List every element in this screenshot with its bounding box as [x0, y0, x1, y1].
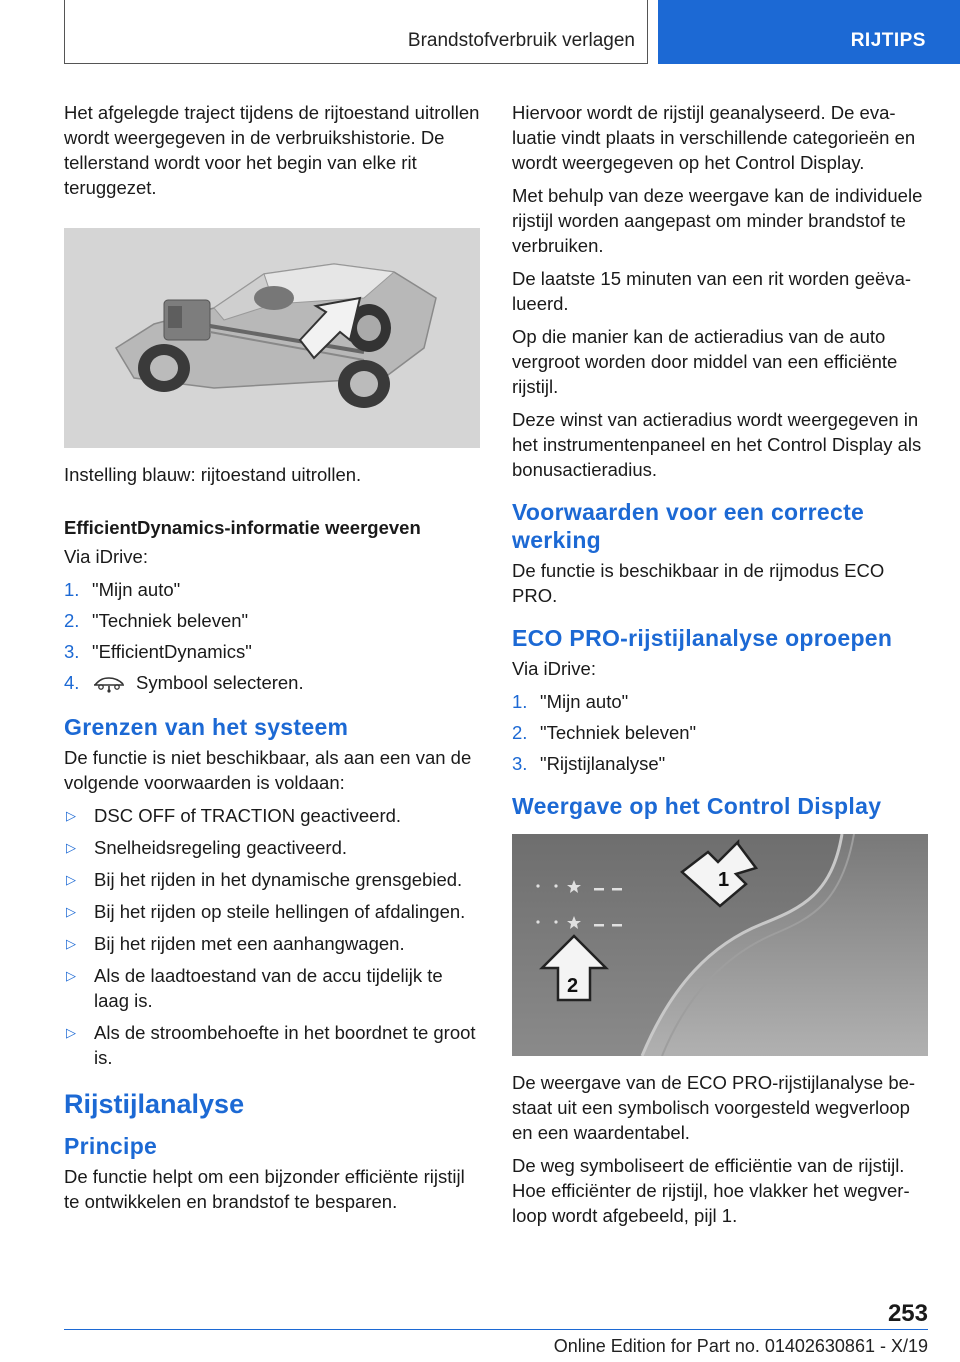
- limits-heading: Grenzen van het systeem: [64, 714, 349, 740]
- header-section-tab[interactable]: [658, 0, 960, 64]
- analysis-heading: Rijstijlanalyse: [64, 1089, 245, 1119]
- list-item: ▷ Bij het rijden met een aanhangwagen.: [66, 933, 405, 954]
- via-idrive-label: Via iDrive:: [64, 546, 148, 567]
- list-item: ▷ Bij het rijden in het dynamische grensgebied.: [66, 869, 463, 890]
- eco-car-symbol-icon: [92, 674, 126, 699]
- triangle-bullet-icon: ▷: [66, 968, 76, 983]
- effdyn-heading: EfficientDynamics-informatie weergeven: [64, 517, 421, 538]
- conditions-heading: Voorwaarden voor een correcte werking: [512, 499, 865, 553]
- triangle-bullet-icon: ▷: [66, 936, 76, 951]
- eco-heading: ECO PRO-rijstijlanalyse oproepen: [512, 625, 893, 651]
- conditions-text: De functie is beschikbaar in de rijmodus ECO PRO.: [512, 560, 885, 606]
- paragraph: Deze winst van actieradius wordt weergegeven in het instrumentenpaneel en het Control Display als bonusactieradius.: [512, 409, 922, 480]
- left-column: [64, 100, 480, 1222]
- chapter-title: Brandstofverbruik verlagen: [407, 30, 635, 51]
- svg-text:2: 2: [567, 975, 579, 997]
- list-item: ▷ Als de laadtoestand van de accu tijdelijk te laag is.: [66, 965, 443, 1011]
- control-display-illustration: [512, 834, 928, 1056]
- footer-divider: [64, 1329, 928, 1330]
- principle-text: De functie helpt om een bijzonder efficiënte rijstijl te ontwikkelen en brandstof te besparen.: [64, 1166, 465, 1212]
- triangle-bullet-icon: ▷: [66, 1025, 76, 1040]
- limits-intro: De functie is niet beschikbaar, als aan een van de volgende voorwaarden is voldaan:: [64, 747, 472, 793]
- triangle-bullet-icon: ▷: [66, 840, 76, 855]
- list-item: 2. "Techniek beleven": [512, 722, 697, 743]
- list-item: ▷ Als de stroombehoefte in het boordnet te groot is.: [66, 1022, 476, 1068]
- list-item: 4. Symbool selecteren.: [64, 670, 480, 699]
- paragraph: Hiervoor wordt de rijstijl geanalyseerd. De evaluatie vindt plaats in verschillende categorieën en wordt weergegeven op het Control Display.: [512, 102, 916, 173]
- right-column: [512, 100, 928, 1236]
- paragraph: Op die manier kan de actieradius van de auto vergroot worden door middel van een efficiënte rijstijl.: [512, 326, 898, 397]
- triangle-bullet-icon: ▷: [66, 872, 76, 887]
- header-chapter-box: [64, 0, 648, 64]
- section-tab-label: RIJTIPS: [850, 30, 926, 51]
- list-item: 3. "EfficientDynamics": [64, 641, 252, 662]
- list-item: ▷ Snelheidsregeling geactiveerd.: [66, 837, 348, 858]
- list-item: ▷ Bij het rijden op steile hellingen of afdalingen.: [66, 901, 466, 922]
- display-paragraph: De weergave van de ECO PRO-rijstijlanalyse bestaat uit een symbolisch voorgesteld wegverloop en een waardentabel.: [512, 1072, 916, 1143]
- eco-steps: [512, 689, 928, 776]
- display-heading: Weergave op het Control Display: [512, 793, 882, 819]
- effdyn-steps: [64, 577, 480, 699]
- edition-footer: Online Edition for Part no. 01402630861 - X/19: [553, 1336, 928, 1356]
- triangle-bullet-icon: ▷: [66, 904, 76, 919]
- display-paragraph: De weg symboliseert de efficiëntie van de rijstijl. Hoe efficiënter de rijstijl, hoe vlakker het wegverloop wordt afgebeeld, pijl 1.: [512, 1155, 910, 1226]
- triangle-bullet-icon: ▷: [66, 808, 76, 823]
- control-display-figure: [512, 834, 928, 1056]
- intro-paragraph: Het afgelegde traject tijdens de rijtoestand uitrollen wordt weergegeven in de verbruikshistorie. De tellerstand wordt voor het begin van elke rit teruggezet.: [64, 102, 480, 198]
- car-coasting-figure: [64, 228, 480, 448]
- limits-list: [64, 803, 480, 1070]
- list-item: 2. "Techniek beleven": [64, 610, 249, 631]
- paragraph: Met behulp van deze weergave kan de individuele rijstijl worden aangepast om minder brandstof te verbruiken.: [512, 185, 923, 256]
- page-number: 253: [887, 1300, 928, 1327]
- car-cutaway-illustration: [64, 228, 480, 448]
- list-item: 3. "Rijstijlanalyse": [512, 753, 666, 774]
- paragraph: De laatste 15 minuten van een rit worden geëvalueerd.: [512, 268, 912, 314]
- principle-heading: Principe: [64, 1133, 158, 1159]
- svg-text:1: 1: [718, 869, 730, 891]
- list-item: 1. "Mijn auto": [512, 691, 629, 712]
- via-idrive-label: Via iDrive:: [512, 658, 596, 679]
- list-item: ▷ DSC OFF of TRACTION geactiveerd.: [66, 805, 402, 826]
- list-item: 1. "Mijn auto": [64, 579, 181, 600]
- figure-caption: Instelling blauw: rijtoestand uitrollen.: [64, 464, 362, 485]
